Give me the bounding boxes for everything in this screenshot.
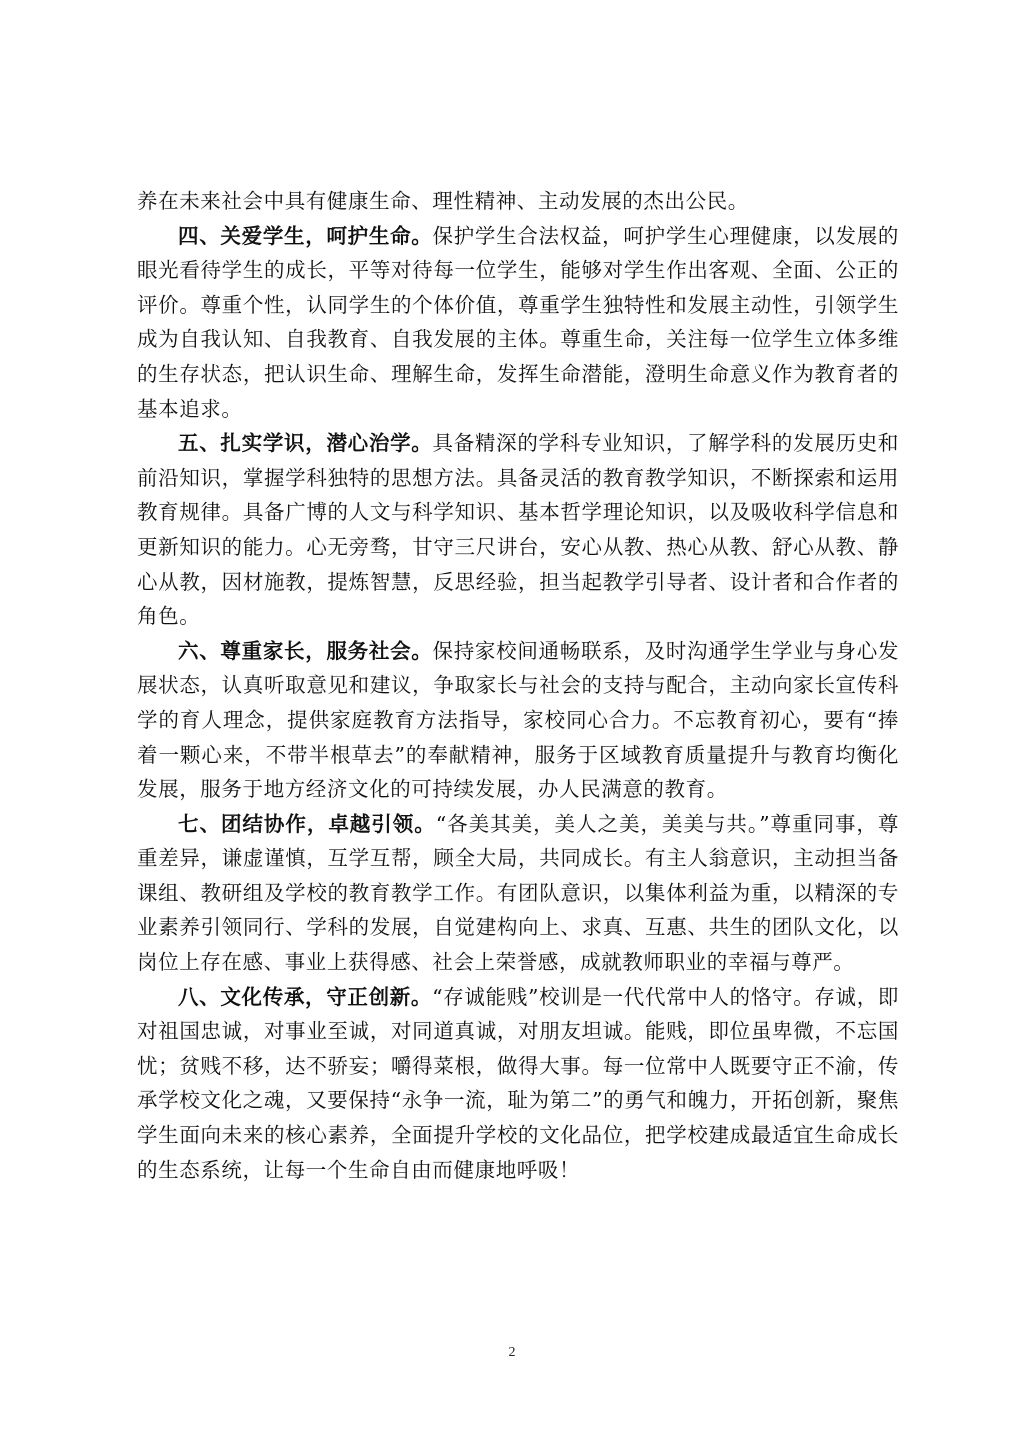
section-seven: [137, 807, 899, 980]
section-four-heading: 四、关爱学生，呵护生命。: [178, 223, 433, 248]
page-number: 2: [508, 1345, 516, 1360]
document-body: [137, 184, 899, 1187]
section-five-heading: 五、扎实学识，潜心治学。: [178, 431, 433, 456]
section-eight-text: “存诚能贱”校训是一代代常中人的恪守。存诚，即对祖国忠诚，对事业至诚，对同道真诚，对朋友坦诚。能贱，即位虽卑微，不忘国忧；贫贱不移，达不骄妄；嚼得菜根，做得大事。每一位常中人既要守正不渝，传承学校文化之魂，又要保持“永争一流，耻为第二”的勇气和魄力，开拓创新，聚焦学生面向未来的核心素养，全面提升学校的文化品位，把学校建成最适宜生命成长的生态系统，让每一个生命自由而健康地呼吸！: [137, 984, 899, 1182]
section-seven-text: “各美其美，美人之美，美美与共。”尊重同事，尊重差异，谦虚谨慎，互学互帮，顾全大局，共同成长。有主人翁意识，主动担当备课组、教研组及学校的教育教学工作。有团队意识，以集体利益为重，以精深的专业素养引领同行、学科的发展，自觉建构向上、求真、互惠、共生的团队文化，以岗位上存在感、事业上获得感、社会上荣誉感，成就教师职业的幸福与尊严。: [137, 811, 899, 975]
section-eight: [137, 980, 899, 1188]
continuation-paragraph: 养在未来社会中具有健康生命、理性精神、主动发展的杰出公民。: [137, 189, 749, 213]
section-six: [137, 634, 899, 807]
section-six-heading: 六、尊重家长，服务社会。: [178, 638, 433, 663]
section-four: [137, 219, 899, 427]
section-four-text: 保护学生合法权益，呵护学生心理健康，以发展的眼光看待学生的成长，平等对待每一位学生，能够对学生作出客观、全面、公正的评价。尊重个性，认同学生的个体价值，尊重学生独特性和发展主动性，引领学生成为自我认知、自我教育、自我发展的主体。尊重生命，关注每一位学生立体多维的生存状态，把认识生命、理解生命，发挥生命潜能，澄明生命意义作为教育者的基本追求。: [137, 223, 900, 421]
section-five: [137, 426, 899, 634]
section-six-text: 保持家校间通畅联系，及时沟通学生学业与身心发展状态，认真听取意见和建议，争取家长与社会的支持与配合，主动向家长宣传科学的育人理念，提供家庭教育方法指导，家校同心合力。不忘教育初心，要有“捧着一颗心来，不带半根草去”的奉献精神，服务于区域教育质量提升与教育均衡化发展，服务于地方经济文化的可持续发展，办人民满意的教育。: [137, 638, 900, 802]
section-seven-heading: 七、团结协作，卓越引领。: [178, 811, 436, 836]
section-five-text: 具备精深的学科专业知识，了解学科的发展历史和前沿知识，掌握学科独特的思想方法。具备灵活的教育教学知识，不断探索和运用教育规律。具备广博的人文与科学知识、基本哲学理论知识，以及吸收科学信息和更新知识的能力。心无旁骛，甘守三尺讲台，安心从教、热心从教、舒心从教、静心从教，因材施教，提炼智慧，反思经验，担当起教学引导者、设计者和合作者的角色。: [137, 431, 900, 629]
section-eight-heading: 八、文化传承，守正创新。: [178, 984, 433, 1009]
